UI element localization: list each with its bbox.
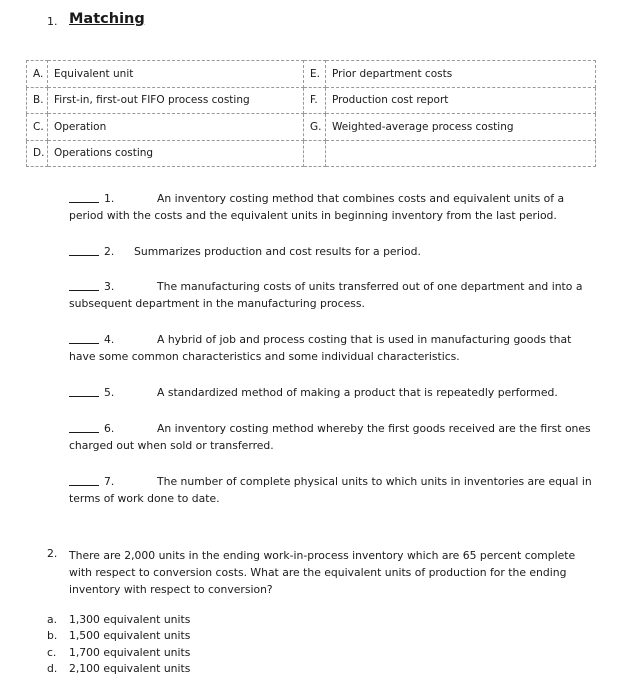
answer-blank[interactable]	[69, 333, 99, 347]
item-definition-cont: period with the costs and the equivalent units in beginning inventory from the last period.	[69, 209, 557, 222]
answer-blank[interactable]	[69, 386, 99, 400]
item-number: 1.	[104, 192, 115, 205]
item-definition: A standardized method of making a product that is repeatedly performed.	[157, 386, 558, 399]
item-definition-cont: subsequent department in the manufacturing process.	[69, 297, 365, 310]
option-letter: a.	[47, 613, 58, 626]
table-row	[27, 61, 596, 88]
section-title: Matching	[69, 11, 145, 27]
item-number: 3.	[104, 280, 115, 293]
option-text[interactable]: 2,100 equivalent units	[69, 662, 191, 675]
table-row	[27, 114, 596, 141]
term-letter: D.	[27, 140, 48, 167]
term-text: Weighted-average process costing	[326, 114, 596, 141]
item-definition: The number of complete physical units to which units in inventories are equal in	[157, 475, 592, 488]
answer-blank[interactable]	[69, 280, 99, 294]
answer-blank[interactable]	[69, 192, 99, 206]
term-text: First-in, first-out FIFO process costing	[48, 87, 304, 114]
table-row	[27, 140, 596, 167]
item-definition: An inventory costing method whereby the first goods received are the first ones	[157, 422, 591, 435]
question-text: There are 2,000 units in the ending work-in-process inventory which are 65 percent complete with respect to conversion costs. What are the equivalent units of production for the ending inventory with respect to conversion?	[69, 549, 576, 596]
question-number: 2.	[47, 547, 58, 560]
item-definition-cont: have some common characteristics and some individual characteristics.	[69, 350, 460, 363]
option-letter: b.	[47, 629, 58, 642]
term-letter: F.	[304, 87, 326, 114]
option-letter: c.	[47, 646, 57, 659]
item-definition-cont: charged out when sold or transferred.	[69, 439, 274, 452]
item-definition: Summarizes production and cost results for a period.	[134, 245, 421, 258]
item-number: 5.	[104, 386, 115, 399]
option-text[interactable]: 1,300 equivalent units	[69, 613, 191, 626]
term-text: Operations costing	[48, 140, 304, 167]
item-definition: An inventory costing method that combines costs and equivalent units of a	[157, 192, 565, 205]
term-text	[326, 140, 596, 167]
option-text[interactable]: 1,500 equivalent units	[69, 629, 191, 642]
item-number: 7.	[104, 475, 115, 488]
table-row	[27, 87, 596, 114]
answer-blank[interactable]	[69, 422, 99, 436]
option-text[interactable]: 1,700 equivalent units	[69, 646, 191, 659]
item-definition: The manufacturing costs of units transferred out of one department and into a	[157, 280, 583, 293]
item-definition: A hybrid of job and process costing that is used in manufacturing goods that	[157, 333, 572, 346]
matching-table	[26, 60, 596, 167]
item-number: 6.	[104, 422, 115, 435]
term-letter: C.	[27, 114, 48, 141]
term-text: Equivalent unit	[48, 61, 304, 88]
term-letter: G.	[304, 114, 326, 141]
item-number: 2.	[104, 245, 115, 258]
answer-blank[interactable]	[69, 245, 99, 259]
term-letter: E.	[304, 61, 326, 88]
item-number: 4.	[104, 333, 115, 346]
item-definition-cont: terms of work done to date.	[69, 492, 220, 505]
term-letter	[304, 140, 326, 167]
option-letter: d.	[47, 662, 58, 675]
term-text: Production cost report	[326, 87, 596, 114]
term-letter: B.	[27, 87, 48, 114]
answer-blank[interactable]	[69, 475, 99, 489]
term-letter: A.	[27, 61, 48, 88]
section-number: 1.	[47, 15, 58, 28]
term-text: Operation	[48, 114, 304, 141]
term-text: Prior department costs	[326, 61, 596, 88]
